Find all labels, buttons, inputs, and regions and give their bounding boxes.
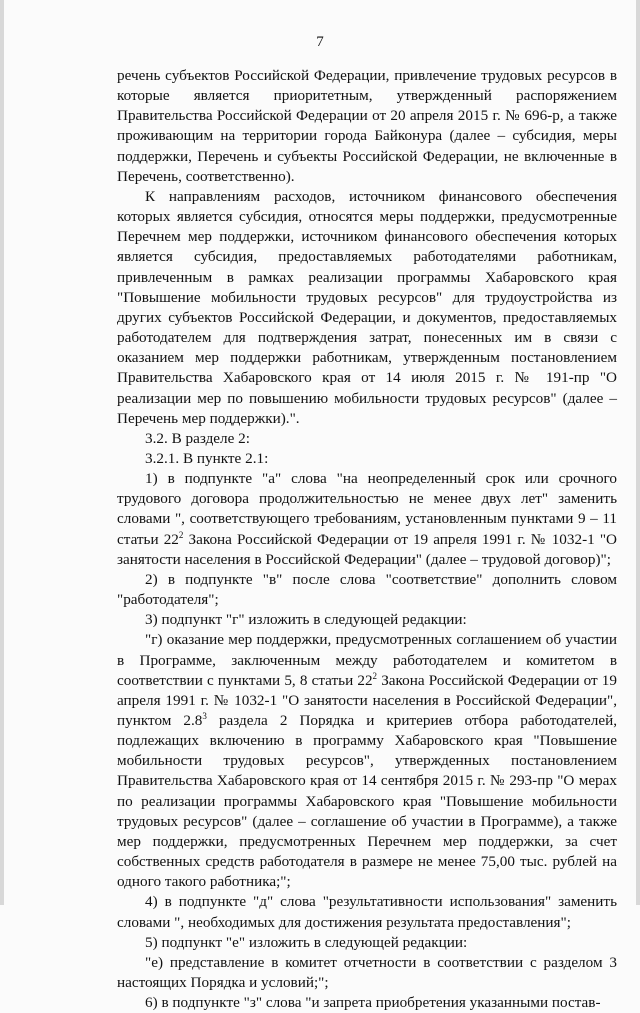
paragraph-item-3-2-1: 3.2.1. В пункте 2.1: (145, 449, 269, 467)
paragraph-subitem-1: 1) в подпункте "а" слова "на неопределенный срок или срочного трудового договора продолжительностью не менее двух лет" заменить словами ", соответствующего требованиям, установленным пунктами 9 – 11 статьи $22^2$ Закона Российской Федерации от 19 апреля 1991 г. № 1032-1 "О занятости населения в Российской Федерации" (далее – трудовой договор)"; (117, 470, 617, 568)
scan-left-edge (0, 0, 4, 905)
document-body (117, 66, 617, 1013)
paragraph-section-3-2: 3.2. В разделе 2: (145, 429, 250, 447)
paragraph-subitem-e-text: "е) представление в комитет отчетности в соответствии с разделом 3 настоящих Порядка и условий;"; (117, 953, 617, 992)
scan-right-edge (636, 0, 640, 905)
paragraph-subitem-5: 5) подпункт "е" изложить в следующей редакции: (145, 933, 468, 951)
paragraph-subitem-g-text: "г) оказание мер поддержки, предусмотренных соглашением об участии в Программе, заключенным между работодателем и комитетом в соответствии с пунктами 5, 8 статьи $22^2$ Закона Российской Федерации от 19 апреля 1991 г. № 1032-1 "О занятости населения в Российской Федерации", пунктом $2.8^3$ раздела 2 Порядка и критериев отбора работодателей, подлежащих включению в программу Хабаровского края "Повышение мобильности трудовых ресурсов", утвержденных постановлением Правительства Хабаровского края от 14 сентября 2015 г. № 293-пр "О мерах по реализации программы Хабаровского края "Повышение мобильности трудовых ресурсов" (далее – соглашение об участии в Программе), а также мер поддержки, предусмотренных Перечнем мер поддержки, за счет собственных средств работодателя в размере не менее 75,00 тыс. рублей на одного такого работника;"; (117, 631, 617, 891)
paragraph-subitem-4: 4) в подпункте "д" слова "результативности использования" заменить словами ", необходимых для достижения результата предоставления"; (117, 893, 617, 931)
paragraph-subitem-6: 6) в подпункте "з" слова "и запрета приобретения указанными постав- (145, 994, 601, 1012)
paragraph-subitem-3: 3) подпункт "г" изложить в следующей редакции: (145, 611, 467, 629)
paragraph-expense-directions: К направлениям расходов, источником финансового обеспечения которых является субсидия, относятся меры поддержки, предусмотренные Перечнем мер поддержки, источником финансового обеспечения которых является субсидия, предоставляемых работодателями работникам, привлеченным в рамках реализации программы Хабаровского края "Повышение мобильности трудовых ресурсов" для трудоустройства из других субъектов Российской Федерации, и документов, предоставляемых работодателем для подтверждения затрат, понесенных им в связи с оказанием мер поддержки работникам, утвержденным постановлением Правительства Хабаровского края от 14 июля 2015 г. № 191-пр "О реализации мер по повышению мобильности трудовых ресурсов" (далее – Перечень мер поддержки).". (117, 187, 617, 427)
paragraph-subitem-2: 2) в подпункте "в" после слова "соответствие" дополнить словом "работодателя"; (117, 570, 617, 609)
paragraph-subsidy-definition: речень субъектов Российской Федерации, привлечение трудовых ресурсов в которые является приоритетным, утвержденный распоряжением Правительства Российской Федерации от 20 апреля 2015 г. № 696-р, а также проживающим на территории города Байконура (далее – субсидия, меры поддержки, Перечень и субъекты Российской Федерации, не включенные в Перечень, соответственно). (117, 67, 617, 185)
page-number: 7 (316, 34, 324, 50)
